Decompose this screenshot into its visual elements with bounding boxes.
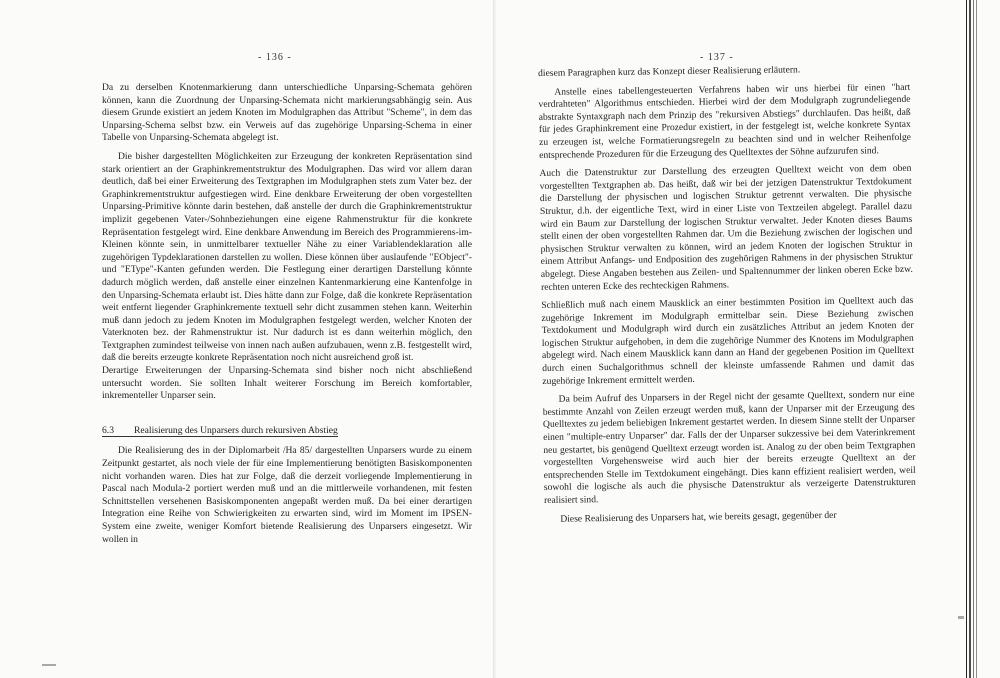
paragraph: Anstelle eines tabellengesteuerten Verfahrens haben wir uns hierbei für einen "hart verdrahteten" Algorithmus entschieden. Hierbei wird der dem Modulgraph zugrundeliegende abstrakte Syntaxgraph nach dem Prinzip des "rekursiven Abstiegs" durchlaufen. Das heißt, daß für jedes Graphinkrement eine Prozedur existiert, in der festgelegt ist, welche konkrete Syntax zu erzeugen ist, welche Formatierungsregeln zu beachten sind und in welcher Reihenfolge entsprechende Prozeduren für die Erzeugung des Quelltextes der Söhne aufzurufen sind. (538, 81, 912, 161)
section-heading (102, 425, 472, 438)
paragraph: Diese Realisierung des Unparsers hat, wie bereits gesagt, gegenüber der (560, 509, 837, 525)
right-page (495, 0, 1000, 678)
paragraph: Da beim Aufruf des Unparsers in der Regel nicht der gesamte Quelltext, sondern nur eine bestimmte Anzahl von Zeilen erzeugt werden muß, kann der Unparser mit der Erzeugung des Quelltextes zu jedem beliebigen Inkrement gestartet werden. In diesem Sinne stellt der Unparser einen "multiple-entry Unparser" dar. Falls der der Unparser sukzessive bei dem Vaterinkrement neu gestartet, bis genügend Quelltext erzeugt worden ist. Analog zu der oben beim Textgraphen vorgestellten Vorgehensweise wird auch hier der bereits erzeugte Quelltext an der entsprechenden Stelle im Textdokument eingehängt. Dies kann effizient realisiert werden, weil sowohl die logische als auch die physische Datenstruktur als verzeigerte Datenstrukturen realisiert sind. (542, 389, 916, 506)
scan-edge (964, 0, 984, 678)
section-number: 6.3 (102, 424, 114, 436)
left-text-column (102, 82, 472, 552)
left-page (0, 0, 495, 678)
section-title: Realisierung des Unparsers durch rekursiven Abstieg (134, 424, 338, 436)
paragraph: Die Realisierung des in der Diplomarbeit /Ha 85/ dargestellten Unparsers wurde zu einem Zeitpunkt gestartet, als noch viele der für eine Implementierung benötigten Basiskomponenten nicht vorhanden waren. Dies hat zur Folge, daß die derzeit vorliegende Implementierung in Pascal nach Modula-2 portiert werden muß und an die mittlerweile vorhandenen, mit festen Schnittstellen versehenen Basiskomponenten angepaßt werden muß. Da bei einer derartigen Integration eine Reihe von Schwierigkeiten zu erwarten sind, wird im Moment im IPSEN-System eine zweite, weniger Komfort bietende Realisierung des Unparsers eingesetzt. Wir wollen in (102, 445, 472, 545)
scan-speck (958, 616, 964, 619)
paragraph: Derartige Erweiterungen der Unparsing-Schemata sind bisher noch nicht abschließend untersucht worden. Sie sollten Inhalt weiterer Forschung im Bereich komfortabler, inkrementeller Unparser sein. (102, 365, 472, 402)
page-number-right: - 137 - (700, 52, 734, 63)
paragraph: Auch die Datenstruktur zur Darstellung des erzeugten Quelltext weicht von dem oben vorgestellten Textgraphen ab. Das heißt, daß wir bei der jetzigen Datenstruktur Textdokument die Darstellung der physischen und logischen Struktur getrennt verwalten. Die physische Struktur, d.h. der eigentliche Text, wird in einer Liste von Textzeilen abgelegt. Parallel dazu wird ein Baum zur Darstellung der logischen Struktur verwaltet. Jeder Knoten dieses Baums stellt einen der oben vorgestellten Rahmen dar. Um die Beziehung zwischen der logischen und physischen Struktur verwalten zu können, wird an jedem Knoten der logischen Struktur in einem Attribut Anfangs- und Endposition des zugehörigen Rahmens in der physischen Struktur abgelegt. Diese Angaben bestehen aus Zeilen- und Spaltennummer der linken oberen Ecke bzw. rechten unteren Ecke des rechteckigen Rahmens. (539, 162, 913, 293)
scan-speck (42, 664, 56, 666)
right-text-column (538, 63, 916, 532)
paragraph: Die bisher dargestellten Möglichkeiten zur Erzeugung der konkreten Repräsentation sind stark orientiert an der Graphinkrementstruktur des Modulgraphen. Das wird vor allem daran deutlich, daß bei einer Erweiterung des Textgraphen im Modulgraphen stets zum Vater bez. der Graphinkrementstruktur aufgestiegen wird. Eine denkbare Erweiterung der oben vorgestellten Unparsing-Primitive könnte darin bestehen, daß anstelle der durch die Graphinkrementstruktur implizit gegebenen Vater-/Sohnbeziehungen eine eigene Rahmenstruktur für die konkrete Repräsentation festgelegt wird. Eine denkbare Anwendung im Bereich des Programmierens-im-Kleinen könnte sein, in unmittelbarer textueller Nähe zu einer Variablendeklaration alle zugehörigen Typdeklarationen darstellen zu wollen. Diese können über auslaufende "EObject"- und "EType"-Kanten gefunden werden. Die Festlegung einer derartigen Darstellung könnte dadurch möglich werden, daß anstelle einer einzelnen Kantenmarkierung eine Kantenfolge in den Unparsing-Schemata erlaubt ist. Dies hätte dann zur Folge, daß die konkrete Repräsentation weit entfernt liegender Graphinkremente textuell sehr dicht zusammen stehen kann. Weiterhin muß dann jedoch zu jedem Knoten im Modulgraphen festgelegt werden, welcher Knoten der Vaterknoten bez. der Rahmenstruktur ist. Nur dadurch ist es dann weiterhin möglich, den Textgraphen zumindest teilweise von innen nach außen aufzubauen, wenn z.B. festgestellt wird, daß die bereits erzeugte konkrete Repräsentation noch nicht ausreichend groß ist. (102, 150, 472, 364)
paragraph: diesem Paragraphen kurz das Konzept dieser Realisierung erläutern. (538, 64, 801, 79)
paragraph: Schließlich muß nach einem Mausklick an einer bestimmten Position im Quelltext auch das zugehörige Inkrement im Modulgraph ermittelbar sein. Diese Beziehung zwischen Textdokument und Modulgraph wird durch ein zusätzliches Attribut an jedem Knoten der logischen Struktur aufgehoben, in dem die zugehörige Nummer des Knotens im Modulgraphen abgelegt wird. Nach einem Mausklick kann dann an Hand der gegebenen Position im Quelltext durch einen Suchalgorithmus schnell der kleinste umfassende Rahmen und damit das zugehörige Inkrement ermittelt werden. (541, 294, 915, 387)
page-number-left: - 136 - (258, 52, 292, 63)
paragraph: Da zu derselben Knotenmarkierung dann unterschiedliche Unparsing-Schemata gehören können, kann die Zuordnung der Unparsing-Schemata nicht markierungsabhängig sein. Aus diesem Grunde existiert an jedem Knoten im Modulgraphen das Attribut "Scheme", in dem das Unparsing-Schema selbst bzw. ein Verweis auf das zugehörige Unparsing-Schema in einer Tabelle von Unparsing-Schemata abgelegt ist. (102, 82, 472, 144)
